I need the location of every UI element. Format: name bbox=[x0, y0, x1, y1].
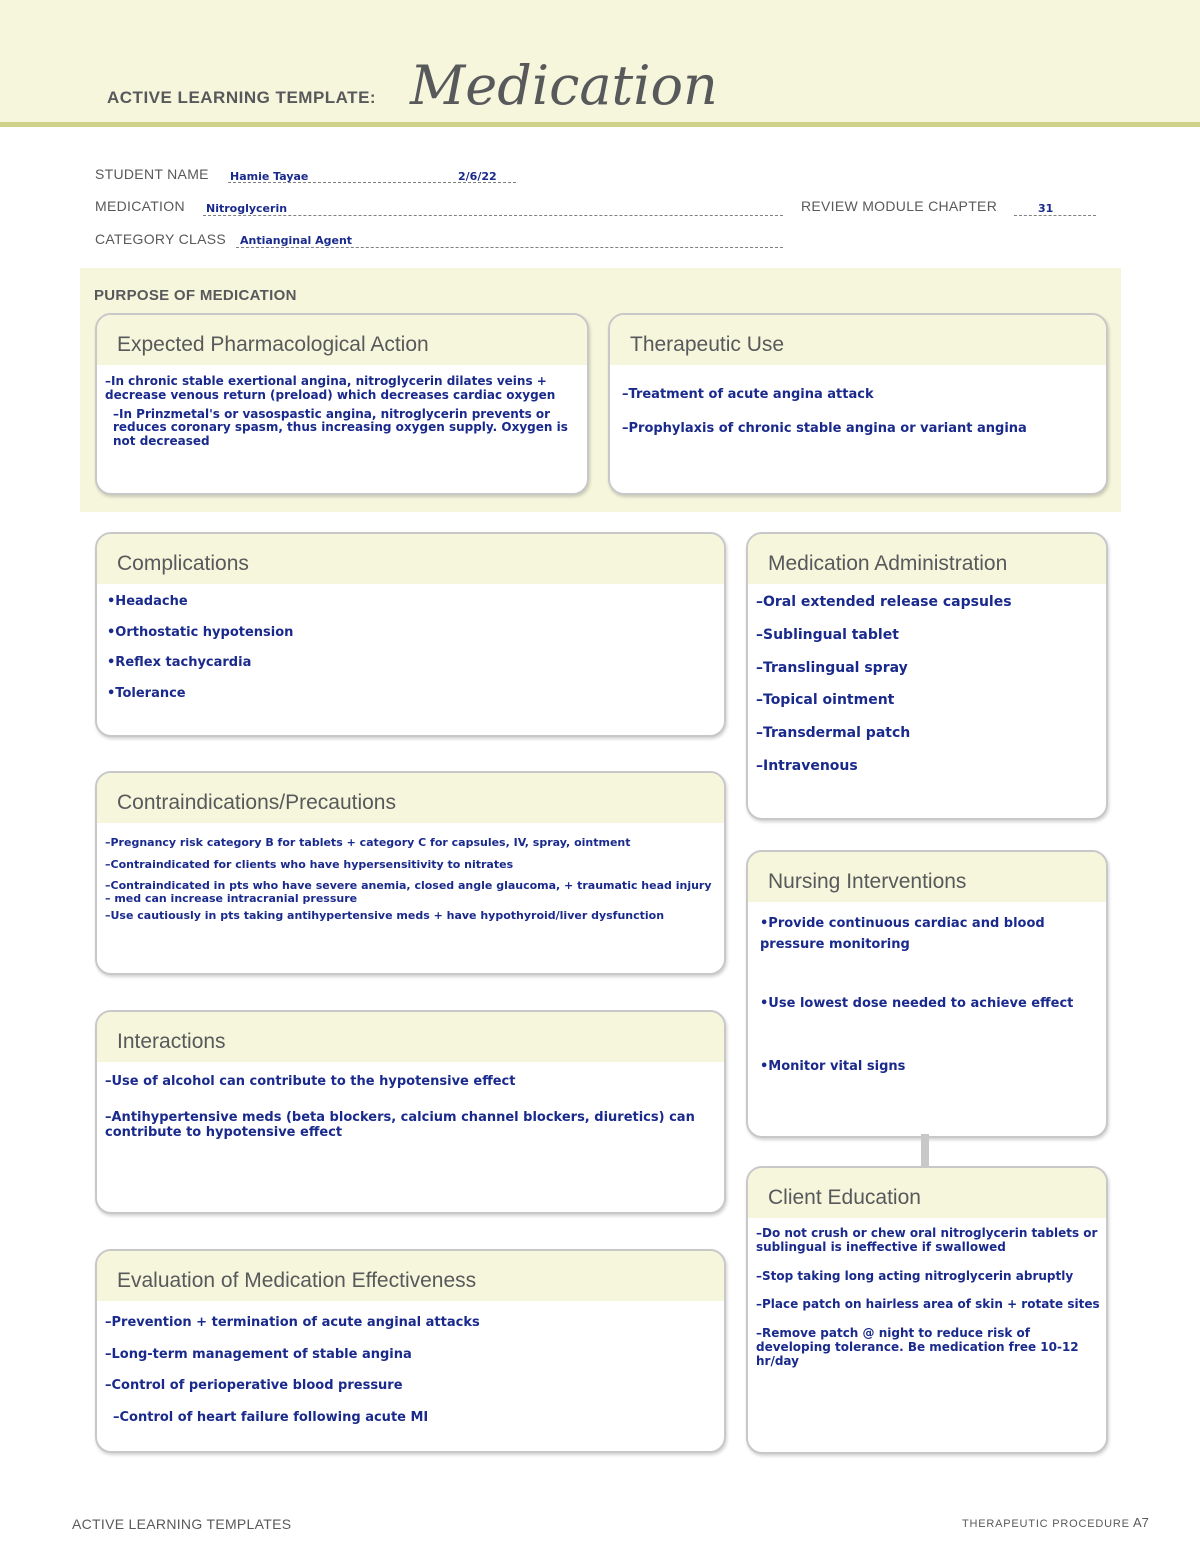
complications-title: Complications bbox=[117, 552, 249, 575]
evaluation-title: Evaluation of Medication Effectiveness bbox=[117, 1269, 477, 1292]
contraindications-box bbox=[95, 771, 726, 975]
therapeutic-use-title: Therapeutic Use bbox=[630, 333, 785, 356]
contraindications-note-3: –Contraindicated in pts who have severe anemia, closed angle glaucoma, + traumatic head injury – med can increase intracranial pressure bbox=[105, 879, 712, 905]
complications-note-2: •Orthostatic hypotension bbox=[107, 624, 294, 640]
client-education-note-3: –Place patch on hairless area of skin + rotate sites bbox=[756, 1297, 1100, 1312]
category-class-value[interactable]: Antianginal Agent bbox=[240, 234, 353, 247]
evaluation-note-2: –Long-term management of stable angina bbox=[105, 1346, 412, 1362]
client-education-note-4: –Remove patch @ night to reduce risk of developing tolerance. Be medication free 10-12 hr/day bbox=[756, 1325, 1079, 1369]
review-module-label: REVIEW MODULE CHAPTER bbox=[801, 198, 998, 214]
therapeutic-use-box bbox=[608, 313, 1108, 495]
date-value[interactable]: 2/6/22 bbox=[458, 170, 497, 183]
med-admin-note-4: –Topical ointment bbox=[756, 692, 895, 709]
med-admin-note-3: –Translingual spray bbox=[756, 659, 908, 676]
med-admin-note-2: –Sublingual tablet bbox=[756, 626, 899, 643]
header-rule bbox=[0, 122, 1200, 127]
interactions-box bbox=[95, 1010, 726, 1214]
footer-page-number: A7 bbox=[1133, 1515, 1149, 1530]
client-education-note-1: –Do not crush or chew oral nitroglycerin tablets or sublingual is ineffective if swallowed bbox=[756, 1226, 1098, 1255]
expected-action-note-2: –In Prinzmetal's or vasospastic angina, nitroglycerin prevents or reduces coronary spasm, thus increasing oxygen supply. Oxygen is not decreased bbox=[113, 406, 568, 449]
template-label: ACTIVE LEARNING TEMPLATE: bbox=[107, 88, 377, 107]
client-education-title: Client Education bbox=[768, 1186, 921, 1209]
medication-line bbox=[203, 215, 783, 216]
complications-note-4: •Tolerance bbox=[107, 685, 186, 701]
box-connector bbox=[921, 1134, 929, 1166]
contraindications-note-4: –Use cautiously in pts taking antihypertensive meds + have hypothyroid/liver dysfunction bbox=[105, 908, 665, 922]
purpose-title: PURPOSE OF MEDICATION bbox=[94, 287, 297, 304]
nursing-interventions-box bbox=[746, 850, 1108, 1138]
client-education-box bbox=[746, 1166, 1108, 1454]
expected-action-box bbox=[95, 313, 589, 495]
category-class-label: CATEGORY CLASS bbox=[95, 231, 227, 247]
evaluation-note-4: –Control of heart failure following acute MI bbox=[113, 1409, 429, 1425]
complications-note-3: •Reflex tachycardia bbox=[107, 655, 252, 671]
nursing-note-1: •Provide continuous cardiac and blood pressure monitoring bbox=[760, 916, 1045, 952]
medication-administration-box bbox=[746, 532, 1108, 820]
contraindications-title: Contraindications/Precautions bbox=[117, 791, 396, 814]
footer-right: THERAPEUTIC PROCEDURE bbox=[962, 1518, 1130, 1530]
contraindications-note-2: –Contraindicated for clients who have hypersensitivity to nitrates bbox=[105, 857, 514, 871]
interactions-note-1: –Use of alcohol can contribute to the hypotensive effect bbox=[105, 1074, 516, 1089]
review-module-value[interactable]: 31 bbox=[1038, 202, 1054, 215]
evaluation-note-1: –Prevention + termination of acute anginal attacks bbox=[105, 1315, 480, 1330]
nursing-note-3: •Monitor vital signs bbox=[760, 1059, 906, 1075]
evaluation-note-3: –Control of perioperative blood pressure bbox=[105, 1378, 403, 1394]
complications-note-1: •Headache bbox=[107, 594, 188, 609]
medication-administration-title: Medication Administration bbox=[768, 552, 1008, 575]
med-admin-note-6: –Intravenous bbox=[756, 757, 858, 774]
interactions-note-2: –Antihypertensive meds (beta blockers, calcium channel blockers, diuretics) can contribute to hypotensive effect bbox=[105, 1109, 695, 1141]
nursing-interventions-title: Nursing Interventions bbox=[768, 870, 967, 893]
medication-label: MEDICATION bbox=[95, 198, 185, 214]
medication-value[interactable]: Nitroglycerin bbox=[206, 202, 288, 215]
client-education-note-2: –Stop taking long acting nitroglycerin abruptly bbox=[756, 1268, 1074, 1283]
interactions-title: Interactions bbox=[117, 1030, 226, 1053]
review-module-line bbox=[1014, 215, 1096, 216]
template-title: Medication bbox=[410, 54, 718, 117]
med-admin-note-1: –Oral extended release capsules bbox=[756, 594, 1012, 610]
expected-action-note-1: –In chronic stable exertional angina, nitroglycerin dilates veins + decrease venous return (preload) which decreases cardiac oxygen bbox=[105, 374, 556, 402]
student-name-value[interactable]: Hamie Tayae bbox=[230, 170, 309, 183]
med-admin-note-5: –Transdermal patch bbox=[756, 725, 911, 742]
therapeutic-use-note-2: –Prophylaxis of chronic stable angina or variant angina bbox=[622, 420, 1027, 436]
category-class-line bbox=[236, 247, 783, 248]
expected-action-title: Expected Pharmacological Action bbox=[117, 333, 429, 356]
therapeutic-use-note-1: –Treatment of acute angina attack bbox=[622, 387, 874, 402]
evaluation-box bbox=[95, 1249, 726, 1453]
footer-left: ACTIVE LEARNING TEMPLATES bbox=[72, 1516, 292, 1532]
student-name-label: STUDENT NAME bbox=[95, 166, 209, 182]
nursing-note-2: •Use lowest dose needed to achieve effect bbox=[760, 995, 1074, 1011]
complications-box bbox=[95, 532, 726, 737]
contraindications-note-1: –Pregnancy risk category B for tablets + category C for capsules, IV, spray, ointment bbox=[105, 836, 631, 849]
